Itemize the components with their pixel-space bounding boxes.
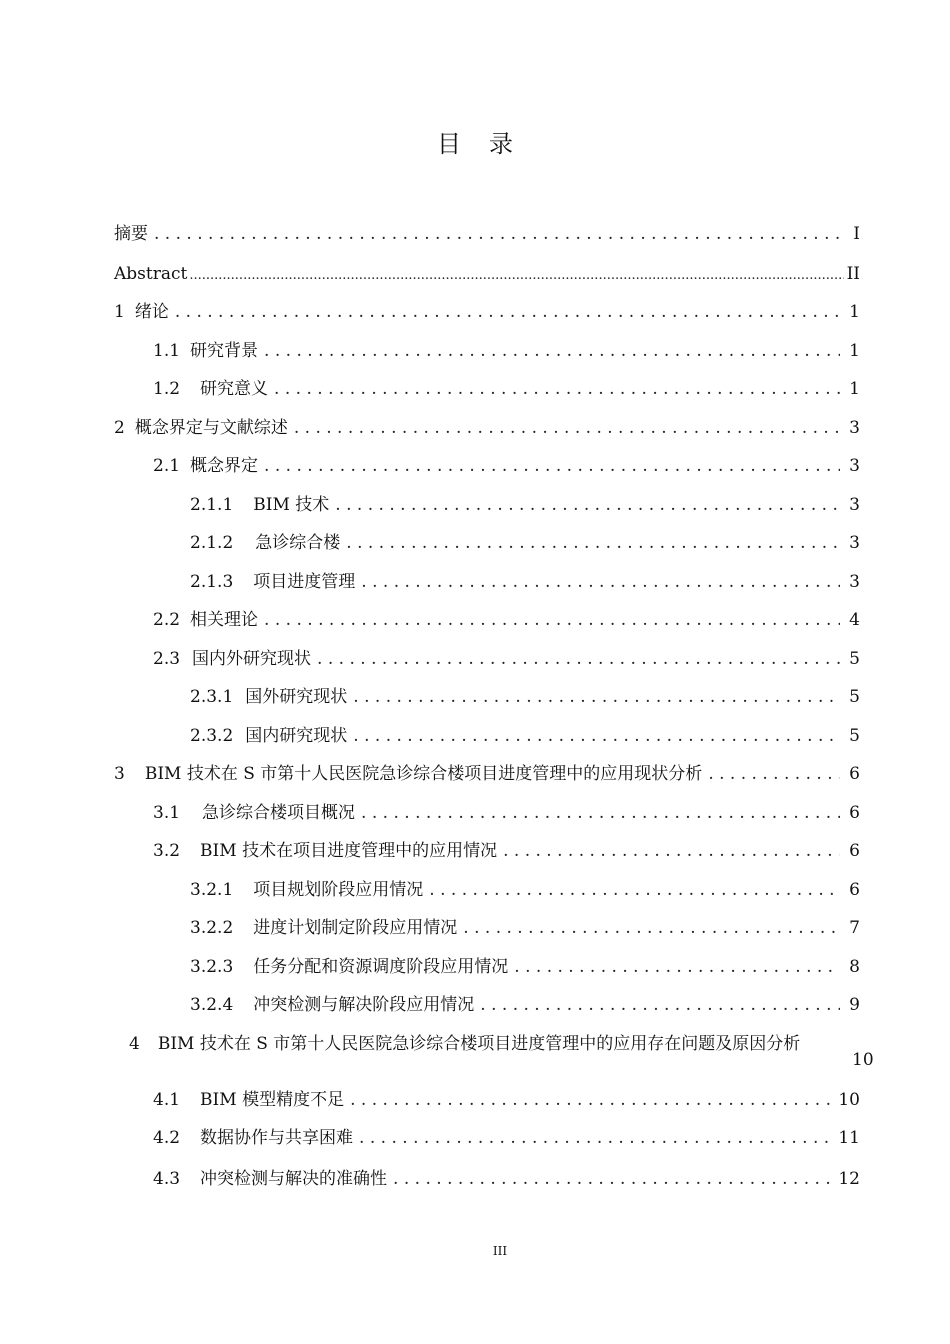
toc-entry-text: 概念界定 (190, 456, 259, 476)
leader-dots (175, 300, 840, 324)
toc-entry-page: 3 (849, 572, 860, 592)
leader-dots (463, 916, 840, 940)
toc-entry-page: 5 (849, 649, 860, 669)
toc-entry-number: 3 (114, 764, 125, 784)
title-char-1: 目 (437, 130, 461, 158)
toc-entry-text: 急诊综合楼项目概况 (202, 803, 356, 823)
toc-entry-text: 国内研究现状 (245, 726, 348, 746)
toc-entry-number: 4 (129, 1034, 140, 1054)
toc-entry-2-1-2[interactable] (190, 531, 860, 555)
toc-entry-page: II (846, 264, 860, 284)
toc-entry-2-3-2[interactable] (190, 724, 860, 748)
leader-dots (154, 222, 840, 246)
toc-entry-number: 2.1.1 (190, 495, 234, 515)
toc-entry-number: 2.1.2 (190, 533, 234, 553)
toc-entry-text: BIM 技术在 S 市第十人民医院急诊综合楼项目进度管理中的应用现状分析 (144, 764, 703, 784)
toc-entry-page: 9 (849, 995, 860, 1015)
toc-entry-text: 项目进度管理 (253, 572, 356, 592)
toc-entry-text: 数据协作与共享困难 (200, 1128, 354, 1148)
toc-entry-number: 2.2 (153, 610, 181, 630)
toc-entry-number: 2.1.3 (190, 572, 234, 592)
leader-dots (335, 493, 840, 517)
leader-dots (480, 993, 840, 1017)
leader-dots (353, 685, 840, 709)
toc-entry-text: 任务分配和资源调度阶段应用情况 (253, 957, 509, 977)
toc-entry-2-1-3[interactable] (190, 570, 860, 594)
toc-entry-4-3[interactable] (153, 1167, 860, 1191)
toc-entry-text: 国外研究现状 (245, 687, 348, 707)
leader-dots (294, 416, 840, 440)
toc-entry-3-2-3[interactable] (190, 955, 860, 979)
toc-entry-text: 国内外研究现状 (192, 649, 312, 669)
leader-dots (514, 955, 840, 979)
toc-entry-page: 6 (849, 764, 860, 784)
toc-entry-2-3-1[interactable] (190, 685, 860, 709)
toc-entry-2-1-1[interactable] (190, 493, 860, 517)
toc-entry-4-1[interactable] (153, 1088, 860, 1112)
toc-entry-page: 3 (849, 533, 860, 553)
toc-entry-page: 3 (849, 418, 860, 438)
toc-entry-number: 3.2.2 (190, 918, 234, 938)
leader-dots (361, 570, 840, 594)
toc-entry-chapter-4[interactable] (129, 1032, 800, 1056)
toc-entry-text: 相关理论 (190, 610, 259, 630)
toc-entry-text: 进度计划制定阶段应用情况 (253, 918, 458, 938)
toc-entry-abstract-cn[interactable] (114, 222, 860, 246)
toc-entry-text: 概念界定与文献综述 (134, 418, 288, 438)
toc-entry-number: 3.1 (153, 803, 181, 823)
toc-entry-page: 7 (849, 918, 860, 938)
toc-entry-text: 冲突检测与解决的准确性 (200, 1169, 388, 1189)
toc-entry-text: 摘要 (114, 224, 148, 244)
leader-dots (264, 454, 840, 478)
toc-entry-page: 1 (849, 302, 860, 322)
toc-entry-page: 5 (849, 726, 860, 746)
leader-dots (264, 339, 840, 363)
toc-entry-text: BIM 技术 (253, 495, 330, 515)
toc-entry-number: 4.1 (153, 1090, 181, 1110)
toc-entry-page-chapter-4: 10 (852, 1050, 874, 1070)
toc-entry-3-2[interactable] (153, 839, 860, 863)
toc-entry-number: 2.3.1 (190, 687, 234, 707)
toc-entry-page: 6 (849, 841, 860, 861)
toc-entry-number: 2 (114, 418, 125, 438)
toc-entry-text: Abstract (114, 264, 188, 284)
leader-dots (274, 377, 840, 401)
leader-dots (317, 647, 840, 671)
leader-dots (350, 1088, 832, 1112)
toc-entry-page: 1 (849, 379, 860, 399)
leader-dots (429, 878, 840, 902)
toc-entry-number: 3.2 (153, 841, 181, 861)
toc-entry-page: 6 (849, 803, 860, 823)
toc-entry-page: 3 (849, 495, 860, 515)
toc-entry-text: 研究背景 (190, 341, 259, 361)
toc-entry-text: 研究意义 (200, 379, 269, 399)
page-number: III (492, 1244, 508, 1258)
toc-entry-page: 11 (838, 1128, 860, 1148)
toc-entry-text: 急诊综合楼 (255, 533, 341, 553)
toc-entry-page: 4 (849, 610, 860, 630)
toc-entry-2-2[interactable] (153, 608, 860, 632)
title-char-2: 录 (489, 130, 513, 158)
toc-entry-text: BIM 技术在 S 市第十人民医院急诊综合楼项目进度管理中的应用存在问题及原因分析 (157, 1034, 801, 1054)
toc-entry-number: 4.2 (153, 1128, 181, 1148)
toc-entry-2-3[interactable] (153, 647, 860, 671)
toc-entry-3-2-1[interactable] (190, 878, 860, 902)
toc-entry-page: 1 (849, 341, 860, 361)
toc-entry-number: 4.3 (153, 1169, 181, 1189)
leader-dots (503, 839, 840, 863)
toc-entry-number: 2.3.2 (190, 726, 234, 746)
toc-entry-text: BIM 技术在项目进度管理中的应用情况 (200, 841, 498, 861)
toc-entry-page: 10 (838, 1090, 860, 1110)
toc-entry-text: 冲突检测与解决阶段应用情况 (253, 995, 475, 1015)
leader-dots (346, 531, 840, 555)
toc-entry-1-2[interactable] (153, 377, 860, 401)
toc-entry-chapter-2[interactable] (114, 416, 860, 440)
toc-entry-abstract-en[interactable] (114, 262, 860, 286)
toc-entry-page: 5 (849, 687, 860, 707)
toc-entry-page: 12 (838, 1169, 860, 1189)
toc-entry-text: 绪论 (134, 302, 169, 322)
toc-entry-page: 3 (849, 456, 860, 476)
leader-dots (708, 762, 840, 786)
toc-entry-page: 8 (849, 957, 860, 977)
toc-entry-3-1[interactable] (153, 801, 860, 825)
toc-entry-3-2-4[interactable] (190, 993, 860, 1017)
toc-entry-number: 3.2.3 (190, 957, 234, 977)
leader-dots (264, 608, 840, 632)
leader-dots (353, 724, 840, 748)
toc-entry-chapter-3[interactable] (114, 762, 860, 786)
toc-entry-number: 1.1 (153, 341, 181, 361)
toc-entry-number: 2.3 (153, 649, 181, 669)
leader-dots (393, 1167, 832, 1191)
toc-entry-page: 6 (849, 880, 860, 900)
toc-entry-2-1[interactable] (153, 454, 860, 478)
toc-entry-1-1[interactable] (153, 339, 860, 363)
leader-dots (361, 801, 840, 825)
toc-entry-number: 1 (114, 302, 125, 322)
toc-entry-number: 2.1 (153, 456, 181, 476)
toc-entry-3-2-2[interactable] (190, 916, 860, 940)
toc-entry-number: 3.2.4 (190, 995, 234, 1015)
toc-entry-text: 项目规划阶段应用情况 (253, 880, 424, 900)
toc-entry-number: 3.2.1 (190, 880, 234, 900)
toc-entry-number: 1.2 (153, 379, 181, 399)
toc-entry-chapter-1[interactable] (114, 300, 860, 324)
toc-entry-text: BIM 模型精度不足 (200, 1090, 345, 1110)
leader-dots (189, 262, 844, 288)
toc-entry-page: I (853, 224, 860, 244)
toc-entry-4-2[interactable] (153, 1126, 860, 1150)
leader-dots (359, 1126, 832, 1150)
